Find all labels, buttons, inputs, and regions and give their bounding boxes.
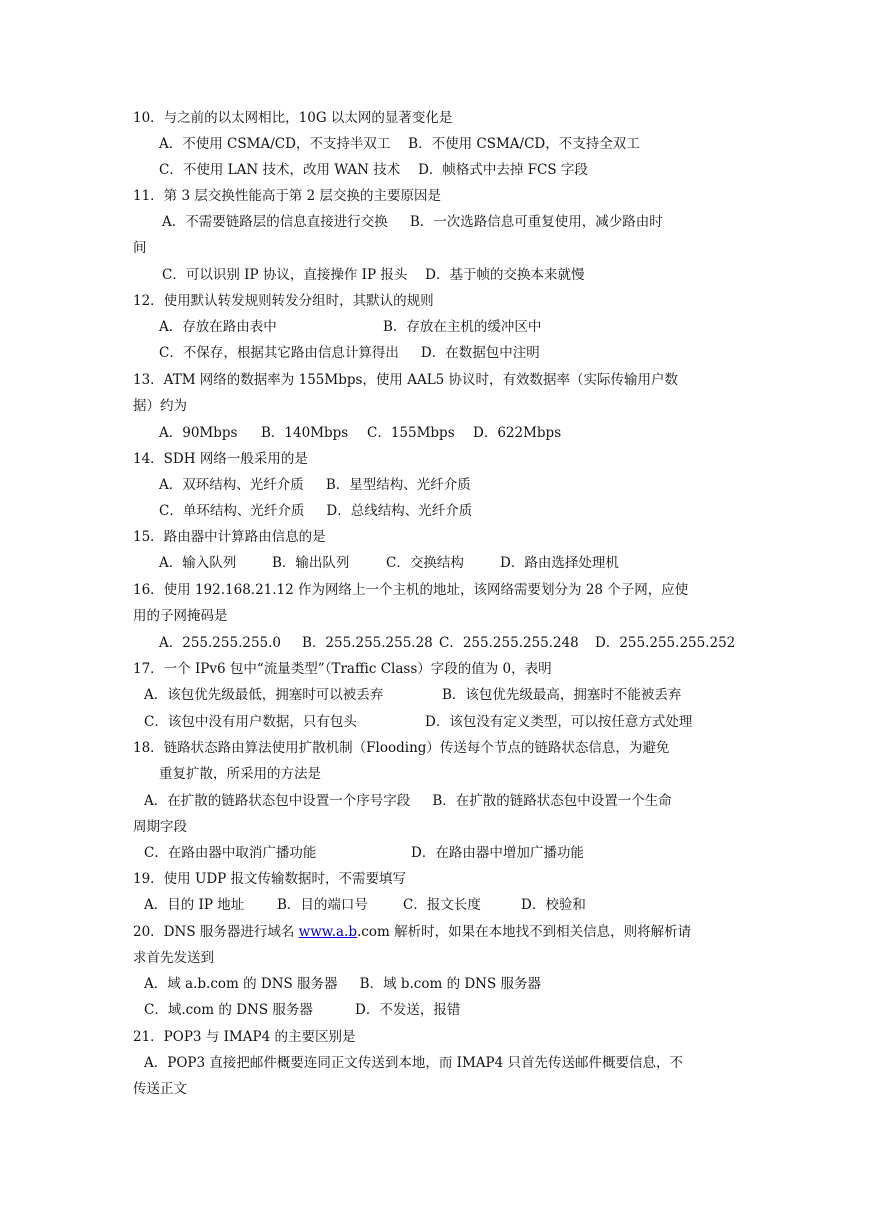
q20-stem-suffix: .com 解析时，如果在本地找不到相关信息，则将解析请 xyxy=(357,924,692,940)
q19-option-d: D．校验和 xyxy=(521,897,586,913)
q18-options-ab-line2: 周期字段 xyxy=(133,819,187,835)
domain-link[interactable]: www.a.b xyxy=(298,924,357,940)
q12-option-a: A．存放在路由表中 xyxy=(159,319,277,335)
q13-option-d: D．622Mbps xyxy=(473,425,562,441)
q13-option-a: A．90Mbps xyxy=(159,425,238,441)
q17-option-d: D．该包没有定义类型，可以按任意方式处理 xyxy=(425,714,693,730)
q14-options-ab: A．双环结构、光纤介质 B．星型结构、光纤介质 xyxy=(159,477,471,493)
q13-option-b: B．140Mbps xyxy=(261,425,349,441)
q17-option-b: B．该包优先级最高，拥塞时不能被丢弃 xyxy=(442,687,682,703)
q19-option-c: C．报文长度 xyxy=(403,897,481,913)
q17-stem: 17．一个 IPv6 包中“流量类型”（Traffic Class）字段的值为 0，表明 xyxy=(133,661,552,677)
q15-option-c: C．交换结构 xyxy=(386,555,464,571)
q20-stem-line2: 求首先发送到 xyxy=(133,950,214,966)
q18-options-ab-line1: A．在扩散的链路状态包中设置一个序号字段 B．在扩散的链路状态包中设置一个生命 xyxy=(144,793,672,809)
q13-stem-line2: 据）约为 xyxy=(133,398,187,414)
q20-stem-line1 xyxy=(133,919,691,945)
q14-stem: 14．SDH 网络一般采用的是 xyxy=(133,451,308,467)
q16-stem-line1: 16．使用 192.168.21.12 作为网络上一个主机的地址，该网络需要划分为 28 个子网，应使 xyxy=(133,582,689,598)
q13-stem-line1: 13．ATM 网络的数据率为 155Mbps，使用 AAL5 协议时，有效数据率（实际传输用户数 xyxy=(133,372,679,388)
q10-stem: 10．与之前的以太网相比，10G 以太网的显著变化是 xyxy=(133,110,453,126)
q12-stem: 12．使用默认转发规则转发分组时，其默认的规则 xyxy=(133,293,434,309)
q18-stem-line2: 重复扩散，所采用的方法是 xyxy=(159,766,321,782)
q20-stem-prefix: 20．DNS 服务器进行域名 xyxy=(133,924,299,940)
q11-options-ab-line1: A．不需要链路层的信息直接进行交换 B．一次选路信息可重复使用，减少路由时 xyxy=(162,214,663,230)
q19-option-a: A．目的 IP 地址 xyxy=(144,897,245,913)
q18-stem-line1: 18．链路状态路由算法使用扩散机制（Flooding）传送每个节点的链路状态信息，为避免 xyxy=(133,740,670,756)
q16-option-b: B．255.255.255.28 xyxy=(302,635,433,651)
q12-option-b: B．存放在主机的缓冲区中 xyxy=(383,319,542,335)
q20-option-c: C．域.com 的 DNS 服务器 xyxy=(144,1002,313,1018)
q17-option-a: A．该包优先级最低，拥塞时可以被丢弃 xyxy=(144,687,384,703)
q12-options-cd: C．不保存，根据其它路由信息计算得出 D．在数据包中注明 xyxy=(159,345,540,361)
q15-option-d: D．路由选择处理机 xyxy=(500,555,619,571)
q20-options-ab: A．域 a.b.com 的 DNS 服务器 B．域 b.com 的 DNS 服务器 xyxy=(144,976,542,992)
q18-option-c: C．在路由器中取消广播功能 xyxy=(144,845,317,861)
q21-stem: 21．POP3 与 IMAP4 的主要区别是 xyxy=(133,1029,356,1045)
q15-option-b: B．输出队列 xyxy=(272,555,350,571)
q13-option-c: C．155Mbps xyxy=(367,425,455,441)
q15-option-a: A．输入队列 xyxy=(159,555,237,571)
q16-stem-line2: 用的子网掩码是 xyxy=(133,608,228,624)
q19-option-b: B．目的端口号 xyxy=(277,897,368,913)
q10-options-ab: A．不使用 CSMA/CD，不支持半双工 B．不使用 CSMA/CD，不支持全双工 xyxy=(159,136,640,152)
q10-options-cd: C．不使用 LAN 技术，改用 WAN 技术 D．帧格式中去掉 FCS 字段 xyxy=(159,162,588,178)
q17-option-c: C．该包中没有用户数据，只有包头 xyxy=(144,714,357,730)
q11-stem: 11．第 3 层交换性能高于第 2 层交换的主要原因是 xyxy=(133,188,442,204)
q15-stem: 15．路由器中计算路由信息的是 xyxy=(133,529,326,545)
q21-option-a-line2: 传送正文 xyxy=(133,1081,187,1097)
q11-options-ab-line2: 间 xyxy=(133,240,147,256)
q16-option-d: D．255.255.255.252 xyxy=(595,635,736,651)
q21-option-a-line1: A．POP3 直接把邮件概要连同正文传送到本地，而 IMAP4 只首先传送邮件概要信息，不 xyxy=(144,1055,684,1071)
q19-stem: 19．使用 UDP 报文传输数据时，不需要填写 xyxy=(133,871,407,887)
q11-options-cd: C．可以识别 IP 协议，直接操作 IP 报头 D．基于帧的交换本来就慢 xyxy=(162,267,585,283)
q16-option-c: C．255.255.255.248 xyxy=(439,635,579,651)
q20-option-d: D．不发送，报错 xyxy=(355,1002,461,1018)
q14-options-cd: C．单环结构、光纤介质 D．总线结构、光纤介质 xyxy=(159,503,473,519)
q18-option-d: D．在路由器中增加广播功能 xyxy=(411,845,584,861)
q16-option-a: A．255.255.255.0 xyxy=(159,635,282,651)
